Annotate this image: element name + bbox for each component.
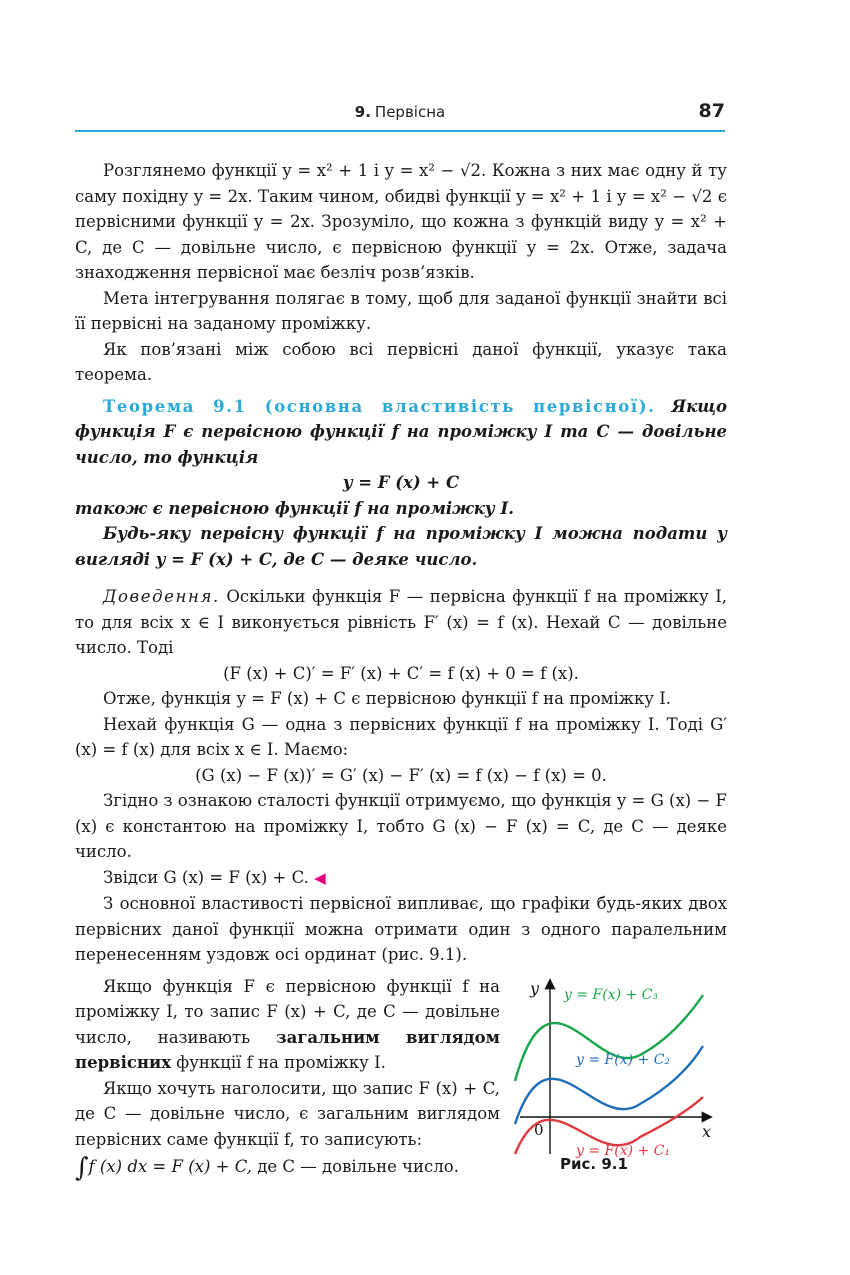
after-proof-paragraph: З основної властивості первісної випливає, що графіки будь-яких двох первісних даної функції можна отримати один з одного паралельним перенесенням уздовж осі ординат (рис. 9.1).	[75, 894, 727, 964]
proof-text-5	[75, 865, 727, 892]
chapter-heading	[75, 103, 725, 121]
page-header	[75, 98, 725, 132]
theorem-line-2: також є первісною функції f на проміжку I.	[75, 498, 514, 518]
figure-9-1-graph	[510, 969, 720, 1159]
x-axis-label: x	[702, 1121, 712, 1141]
integral-tail: де C — довільне число.	[257, 1157, 459, 1176]
general-form-start: Якщо функція F є первісною функції f на проміжку I, то запис F (x) + C, де C — довільне число, називають	[75, 976, 500, 1047]
integral-formula: f (x) dx = F (x) + C,	[88, 1157, 252, 1176]
intro-paragraph-1: Розглянемо функції y = x² + 1 і y = x² − √2. Кожна з них має одну й ту саму похідну y = 2x. Таким чином, обидві функції y = x² + 1 і y = x² − √2 є первісними функції y = 2x. Зрозуміло, що кожна з функцій виду y = x² + C, де C — довільне число, є первісною функції y = 2x. Отже, задача знаходження первісної має безліч розв’язків.	[75, 161, 727, 282]
intro-paragraph-2: Мета інтегрування полягає в тому, щоб для заданої функції знайти всі її первісні на заданому проміжку.	[75, 288, 727, 333]
curve-label-c1: y = F(x) + C₁	[576, 1142, 671, 1159]
proof-formula-2: (G (x) − F (x))′ = G′ (x) − F′ (x) = f (x) − f (x) = 0.	[195, 765, 607, 785]
general-form-section	[75, 974, 727, 1182]
origin-label: 0	[534, 1120, 544, 1139]
proof-text-4: Згідно з ознакою сталості функції отримуємо, що функція y = G (x) − F (x) є константою на проміжку I, тобто G (x) − F (x) = C, де C — деяке число.	[75, 791, 727, 861]
integral-sign-icon: ∫	[75, 1153, 89, 1183]
proof-text-1: Оскільки функція F — первісна функції f на проміжку I, то для всіх x ∈ I виконується рівність F′ (x) = f (x). Нехай C — довільне число. Тоді	[75, 587, 727, 657]
proof-text-2: Отже, функція y = F (x) + C є первісною функції f на проміжку I.	[103, 689, 672, 708]
theorem-statement	[75, 394, 727, 471]
general-form-text	[75, 974, 500, 1182]
qed-marker: ◀	[314, 868, 326, 887]
chapter-title: Первісна	[374, 103, 446, 121]
general-form-paragraph-2: Якщо хочуть наголосити, що запис F (x) + C, де C — довільне число, є загальним виглядом первісних саме функції f, то записують:	[75, 1078, 500, 1149]
curve-label-c2: y = F(x) + C₂	[576, 1051, 671, 1068]
y-axis-label: y	[530, 978, 540, 998]
curve-label-c3: y = F(x) + C₃	[564, 986, 659, 1003]
proof-label: Доведення.	[103, 587, 220, 606]
theorem-formula: y = F (x) + C	[342, 473, 460, 492]
theorem-line-3: Будь-яку первісну функції f на проміжку I можна подати у вигляді y = F (x) + C, де C — деяке число.	[75, 524, 727, 569]
page-content	[75, 158, 727, 1182]
curve-c3	[515, 995, 703, 1081]
proof-paragraph-1	[75, 584, 727, 661]
figure-column	[500, 974, 725, 1182]
theorem-title: Теорема 9.1 (основна властивість первісної).	[103, 396, 656, 416]
general-form-end: функції f на проміжку I.	[176, 1053, 386, 1072]
proof-formula-1: (F (x) + C)′ = F′ (x) + C′ = f (x) + 0 = f (x).	[223, 663, 579, 683]
integral-formula-line	[75, 1154, 500, 1182]
proof-text-3: Нехай функція G — одна з первісних функції f на проміжку I. Тоді G′ (x) = f (x) для всіх x ∈ I. Маємо:	[75, 714, 727, 759]
figure-caption: Рис. 9.1	[560, 1154, 628, 1173]
chapter-number: 9.	[354, 103, 371, 121]
intro-paragraph-3: Як пов’язані між собою всі первісні даної функції, указує така теорема.	[75, 339, 727, 384]
proof-conclusion: Звідси G (x) = F (x) + C.	[103, 867, 309, 887]
general-form-paragraph-1	[75, 974, 500, 1076]
theorem-line-1: Якщо функція F є первісною функції f на проміжку I та C — довільне число, то функція	[75, 396, 727, 467]
page-number: 87	[698, 100, 725, 122]
general-form-term: загальним виглядом первісних	[75, 1027, 500, 1072]
